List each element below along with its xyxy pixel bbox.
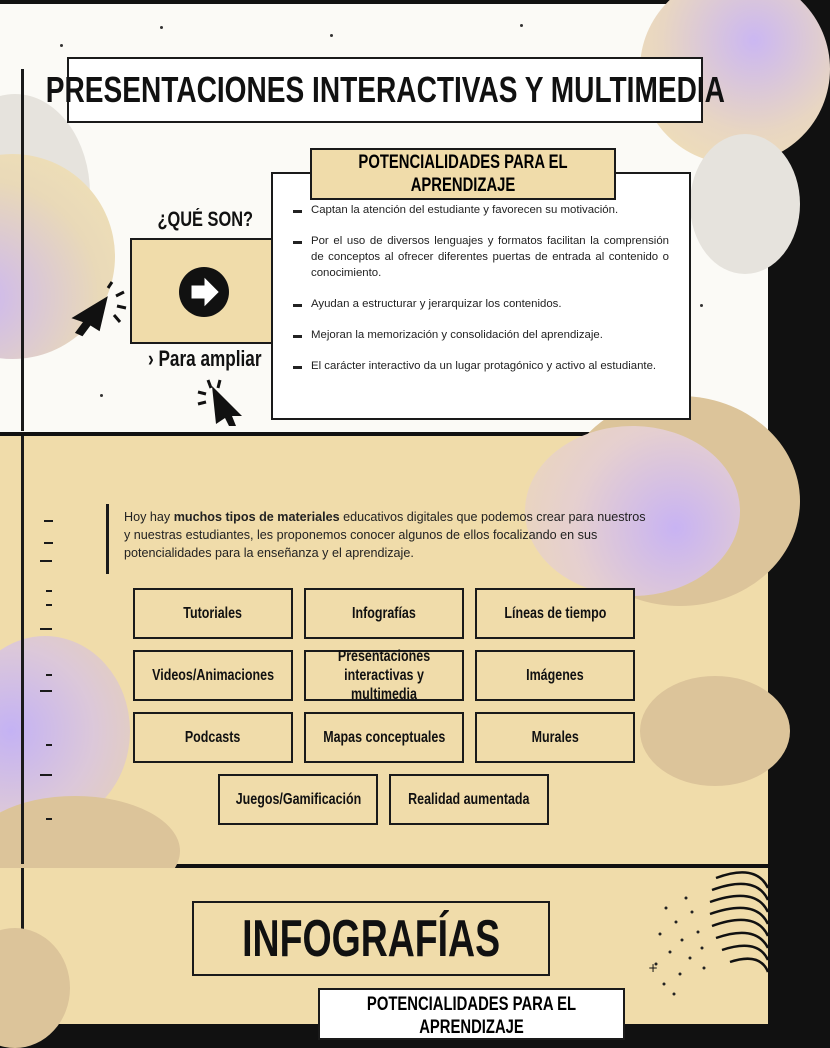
- material-label: Infografías: [352, 605, 416, 622]
- intro-bold-text: muchos tipos de materiales: [173, 510, 340, 524]
- decor-dot: [520, 24, 523, 27]
- decor-dot: [60, 44, 63, 47]
- material-button-imagenes[interactable]: [475, 650, 635, 701]
- decor-scribble-icon: [646, 868, 768, 1024]
- list-item: Mejoran la memorización y consolidación del aprendizaje.: [291, 327, 669, 343]
- slide-materiales: [0, 436, 768, 864]
- decor-dash: [40, 690, 52, 692]
- para-ampliar-text: › Para ampliar: [148, 346, 262, 371]
- decor-dot: [160, 26, 163, 29]
- decor-dash: [40, 628, 52, 630]
- material-button-tutoriales[interactable]: [133, 588, 293, 639]
- decor-dot: [330, 34, 333, 37]
- decor-dash: [40, 774, 52, 776]
- slide-presentaciones: [0, 4, 768, 432]
- intro-text: educativos digitales que podemos crear para nuestros y nuestras estudiantes, les proponemos conocer algunos de ellos focalizando en sus potencialidades para la enseñanza y el aprendizaje.: [124, 510, 646, 560]
- potentialities-header: [318, 988, 625, 1040]
- material-button-infografias[interactable]: [304, 588, 464, 639]
- intro-text: Hoy hay: [124, 510, 174, 524]
- decor-blob-brown-bottom: [640, 676, 790, 786]
- decor-dot: [700, 304, 703, 307]
- list-item: Por el uso de diversos lenguajes y formatos facilitan la comprensión de conceptos al ofrecer diferentes puertas de entrada al contenido o conocimiento.: [291, 233, 669, 281]
- material-label: Realidad aumentada: [408, 791, 530, 808]
- material-button-mapas-conceptuales[interactable]: [304, 712, 464, 763]
- decor-blob-grey-right: [690, 134, 800, 274]
- material-label: Imágenes: [526, 667, 584, 684]
- que-son-text: ¿QUÉ SON?: [157, 208, 253, 231]
- material-label: Líneas de tiempo: [504, 605, 606, 622]
- material-label: Podcasts: [185, 729, 241, 746]
- decor-dash: [46, 818, 52, 820]
- slide-title-text: INFOGRAFÍAS: [242, 909, 500, 968]
- potentialities-header: [310, 148, 616, 200]
- slide-left-rule: [21, 69, 24, 431]
- decor-dash: [46, 590, 52, 592]
- decor-dot: [100, 394, 103, 397]
- list-item: Captan la atención del estudiante y favorecen su motivación.: [291, 202, 669, 218]
- decor-dash: [46, 744, 52, 746]
- decor-blob-brown: [0, 928, 70, 1048]
- svg-text:+: +: [648, 961, 659, 975]
- cursor-click-icon: [64, 282, 134, 342]
- slide-title: [192, 901, 550, 976]
- que-son-button[interactable]: [130, 238, 273, 344]
- material-button-videos[interactable]: [133, 650, 293, 701]
- material-label: Presentaciones interactivas y multimedia: [337, 648, 431, 703]
- material-button-podcasts[interactable]: [133, 712, 293, 763]
- slide-title-text: PRESENTACIONES INTERACTIVAS Y MULTIMEDIA: [45, 69, 725, 110]
- material-button-juegos[interactable]: [218, 774, 378, 825]
- material-label: Murales: [531, 729, 579, 746]
- decor-dash: [40, 560, 52, 562]
- material-button-realidad-aumentada[interactable]: [389, 774, 549, 825]
- decor-dash: [46, 604, 52, 606]
- slide-left-rule: [21, 436, 24, 864]
- potentialities-header-text: POTENCIALIDADES PARA EL APRENDIZAJE: [366, 994, 577, 1038]
- material-button-presentaciones[interactable]: [304, 650, 464, 701]
- para-ampliar-link[interactable]: [132, 346, 272, 372]
- potentialities-header-text: POTENCIALIDADES PARA EL APRENDIZAJE: [358, 152, 568, 196]
- intro-rule: [106, 504, 109, 574]
- material-label: Mapas conceptuales: [322, 729, 446, 746]
- decor-dash: [44, 520, 53, 522]
- right-arrow-circle-icon: [179, 267, 229, 317]
- cursor-click-icon: [194, 376, 254, 432]
- material-button-lineas-de-tiempo[interactable]: [475, 588, 635, 639]
- material-label: Videos/Animaciones: [152, 667, 274, 684]
- potentialities-panel: [271, 172, 691, 420]
- que-son-label: [140, 208, 270, 232]
- material-label: Juegos/Gamificación: [235, 791, 361, 808]
- list-item: Ayudan a estructurar y jerarquizar los contenidos.: [291, 296, 669, 312]
- material-label: Tutoriales: [183, 605, 243, 622]
- intro-paragraph: [124, 508, 652, 562]
- potentialities-list: [291, 202, 669, 389]
- material-button-murales[interactable]: [475, 712, 635, 763]
- slide-title: [45, 57, 725, 123]
- slide-infografias: [0, 868, 768, 1038]
- decor-dash: [44, 542, 53, 544]
- decor-dash: [46, 674, 52, 676]
- list-item: El carácter interactivo da un lugar protagónico y activo al estudiante.: [291, 358, 669, 374]
